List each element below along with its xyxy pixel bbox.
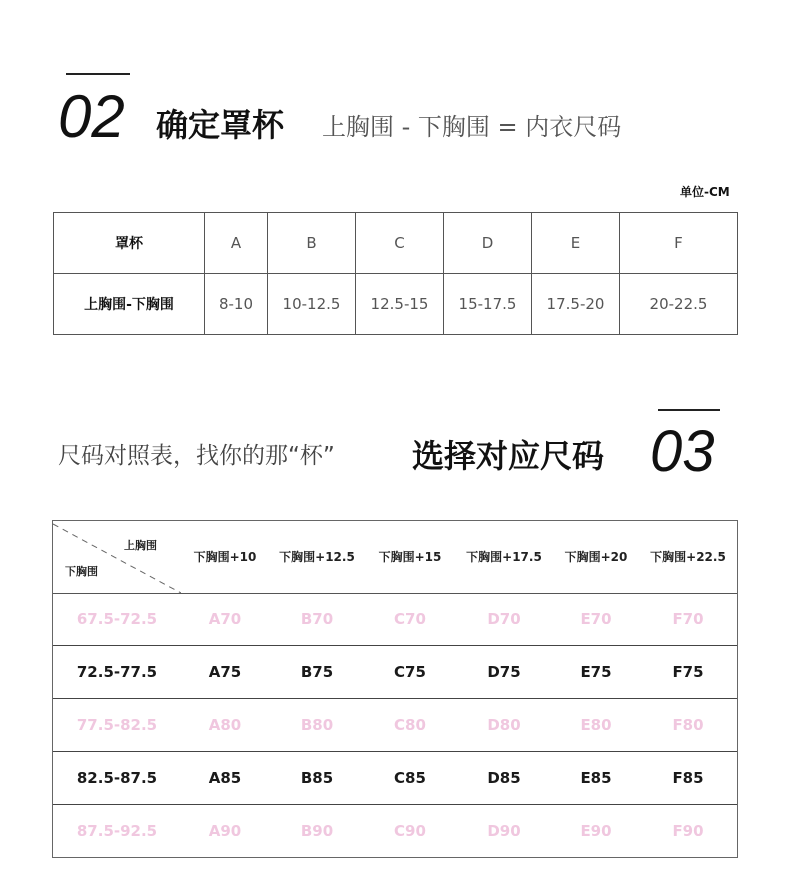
corner-bottom-label: 下胸围: [65, 565, 98, 578]
section-03-intro: 尺码对照表，找你的那“杯”: [58, 443, 335, 469]
size-cell: C90: [394, 822, 426, 840]
section-03-rule: [658, 409, 720, 411]
column-header-cup-d: 下胸围+17.5: [466, 550, 542, 564]
size-cell: B80: [300, 716, 334, 734]
difference-b: 10-12.5: [268, 274, 356, 335]
section-02-rule: [66, 73, 130, 75]
section-02-formula: 上胸围 - 下胸围 = 内衣尺码: [322, 113, 622, 141]
size-cell: E90: [580, 822, 612, 840]
row-range: 77.5-82.5: [76, 716, 158, 734]
size-cell: E80: [580, 716, 612, 734]
size-row-82-87: [53, 752, 737, 805]
cup-a: A: [205, 213, 268, 274]
size-cell: A70: [208, 610, 242, 628]
difference-c: 12.5-15: [356, 274, 444, 335]
size-cell: D80: [487, 716, 521, 734]
section-02-number: 02: [58, 83, 125, 150]
size-cell: C70: [394, 610, 426, 628]
size-table-header: [53, 521, 737, 594]
cup-table-difference-row: [54, 274, 738, 335]
size-cell: B85: [300, 769, 334, 787]
section-03-title: 选择对应尺码: [412, 437, 605, 475]
corner-cell: [53, 521, 181, 593]
size-cell: D90: [487, 822, 521, 840]
size-cell: B90: [300, 822, 334, 840]
size-cell: E70: [580, 610, 612, 628]
size-cell: F80: [672, 716, 704, 734]
size-cell: B70: [300, 610, 334, 628]
size-cell: A90: [208, 822, 242, 840]
size-cell: A85: [208, 769, 242, 787]
size-cell: D70: [487, 610, 521, 628]
size-cell: F85: [672, 769, 704, 787]
size-row-87-92: [53, 805, 737, 857]
section-03-number: 03: [650, 419, 715, 484]
size-table: [52, 520, 738, 858]
size-cell: F75: [672, 663, 704, 681]
unit-label: 单位-CM: [680, 185, 730, 199]
size-cell: E85: [580, 769, 612, 787]
difference-e: 17.5-20: [532, 274, 620, 335]
cup-header-label: 罩杯: [54, 213, 205, 274]
row-range: 67.5-72.5: [76, 610, 158, 628]
cup-table-header-row: [54, 213, 738, 274]
column-header-cup-e: 下胸围+20: [564, 550, 628, 564]
column-header-cup-b: 下胸围+12.5: [279, 550, 355, 564]
difference-a: 8-10: [205, 274, 268, 335]
size-cell: F70: [672, 610, 704, 628]
section-02-title: 确定罩杯: [156, 106, 285, 144]
cup-c: C: [356, 213, 444, 274]
column-header-cup-a: 下胸围+10: [193, 550, 257, 564]
size-cell: F90: [672, 822, 704, 840]
cup-d: D: [444, 213, 532, 274]
row-range: 82.5-87.5: [76, 769, 158, 787]
size-cell: D75: [487, 663, 521, 681]
size-cell: B75: [300, 663, 334, 681]
size-cell: A80: [208, 716, 242, 734]
size-row-72-77: [53, 646, 737, 699]
cup-f: F: [620, 213, 738, 274]
size-cell: A75: [208, 663, 242, 681]
row-range: 87.5-92.5: [76, 822, 158, 840]
size-cell: E75: [580, 663, 612, 681]
size-row-77-82: [53, 699, 737, 752]
size-cell: C85: [394, 769, 426, 787]
column-header-cup-f: 下胸围+22.5: [650, 550, 726, 564]
size-cell: D85: [487, 769, 521, 787]
corner-diagonal-line: [53, 521, 181, 593]
difference-f: 20-22.5: [620, 274, 738, 335]
size-cell: C80: [394, 716, 426, 734]
column-header-cup-c: 下胸围+15: [378, 550, 442, 564]
size-cell: C75: [394, 663, 426, 681]
difference-row-label: 上胸围-下胸围: [54, 274, 205, 335]
cup-table: [53, 212, 738, 335]
cup-e: E: [532, 213, 620, 274]
cup-b: B: [268, 213, 356, 274]
size-row-67-72: [53, 593, 737, 646]
row-range: 72.5-77.5: [76, 663, 158, 681]
difference-d: 15-17.5: [444, 274, 532, 335]
corner-top-label: 上胸围: [124, 539, 157, 552]
